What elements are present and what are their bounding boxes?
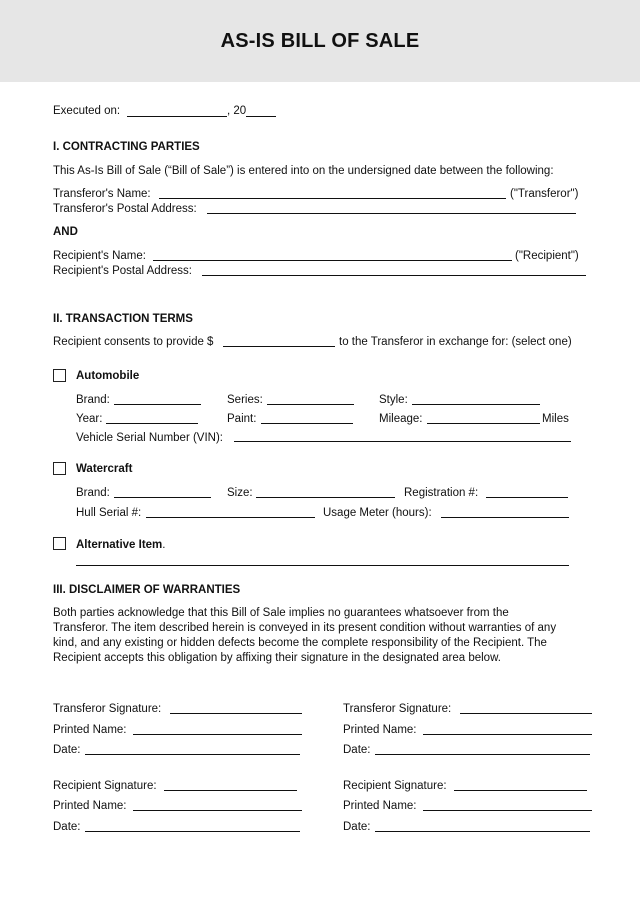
auto-year-line[interactable] xyxy=(106,423,198,424)
disclaimer-line-2: Transferor. The item described herein is conveyed in its present condition without warranties of any xyxy=(53,622,557,634)
right-transferor-date-line[interactable] xyxy=(375,754,590,755)
executed-year-prefix: , 20 xyxy=(227,105,247,117)
section3-heading: III. DISCLAIMER OF WARRANTIES xyxy=(53,584,241,596)
left-transferor-date-line[interactable] xyxy=(85,754,300,755)
right-recipient-signature-label: Recipient Signature: xyxy=(343,780,447,792)
transferor-tag: ("Transferor") xyxy=(510,188,579,200)
auto-miles-unit: Miles xyxy=(542,413,569,425)
recipient-address-label: Recipient's Postal Address: xyxy=(53,265,192,277)
auto-paint-line[interactable] xyxy=(261,423,353,424)
alternative-checkbox[interactable] xyxy=(53,537,66,550)
left-recipient-signature-label: Recipient Signature: xyxy=(53,780,157,792)
transferor-name-label: Transferor's Name: xyxy=(53,188,151,200)
left-recipient-printed-line[interactable] xyxy=(133,810,302,811)
auto-mileage-line[interactable] xyxy=(427,423,540,424)
auto-vin-line[interactable] xyxy=(234,441,571,442)
recipient-name-line[interactable] xyxy=(153,260,512,261)
disclaimer-line-4: Recipient accepts this obligation by affixing their signature in the designated area below. xyxy=(53,652,501,664)
disclaimer-line-1: Both parties acknowledge that this Bill of Sale implies no guarantees whatsoever from the xyxy=(53,607,509,619)
auto-style-line[interactable] xyxy=(412,404,540,405)
left-recipient-signature-line[interactable] xyxy=(164,790,297,791)
auto-vin-label: Vehicle Serial Number (VIN): xyxy=(76,432,223,444)
section1-heading: I. CONTRACTING PARTIES xyxy=(53,141,200,153)
transferor-address-line[interactable] xyxy=(207,213,576,214)
auto-year-label: Year: xyxy=(76,413,103,425)
and-label: AND xyxy=(53,226,78,238)
alternative-period: . xyxy=(162,539,166,551)
right-recipient-printed-line[interactable] xyxy=(423,810,592,811)
left-transferor-date-label: Date: xyxy=(53,744,81,756)
document-title: AS-IS BILL OF SALE xyxy=(220,29,420,52)
title-banner xyxy=(0,0,640,82)
recipient-name-label: Recipient's Name: xyxy=(53,250,146,262)
water-registration-line[interactable] xyxy=(486,497,568,498)
right-recipient-signature-line[interactable] xyxy=(454,790,587,791)
auto-series-line[interactable] xyxy=(267,404,354,405)
water-hull-line[interactable] xyxy=(146,517,315,518)
transferor-address-label: Transferor's Postal Address: xyxy=(53,203,197,215)
right-transferor-date-label: Date: xyxy=(343,744,371,756)
right-transferor-printed-label: Printed Name: xyxy=(343,724,417,736)
left-recipient-date-label: Date: xyxy=(53,821,81,833)
disclaimer-line-3: kind, and any existing or hidden defects become the complete responsibility of the Recipient. The xyxy=(53,637,547,649)
water-brand-label: Brand: xyxy=(76,487,110,499)
watercraft-checkbox[interactable] xyxy=(53,462,66,475)
transferor-name-line[interactable] xyxy=(159,198,506,199)
automobile-label: Automobile xyxy=(76,370,140,382)
section1-intro: This As-Is Bill of Sale (“Bill of Sale”) is entered into on the undersigned date between the following: xyxy=(53,165,554,177)
left-transferor-printed-label: Printed Name: xyxy=(53,724,127,736)
executed-date-line[interactable] xyxy=(127,116,227,117)
left-recipient-date-line[interactable] xyxy=(85,831,300,832)
water-registration-label: Registration #: xyxy=(404,487,479,499)
executed-year-line[interactable] xyxy=(246,116,276,117)
alternative-line[interactable] xyxy=(76,565,569,566)
water-brand-line[interactable] xyxy=(114,497,211,498)
section2-heading: II. TRANSACTION TERMS xyxy=(53,313,193,325)
right-recipient-date-line[interactable] xyxy=(375,831,590,832)
auto-series-label: Series: xyxy=(227,394,263,406)
water-size-line[interactable] xyxy=(256,497,395,498)
water-size-label: Size: xyxy=(227,487,253,499)
left-transferor-signature-label: Transferor Signature: xyxy=(53,703,162,715)
executed-on-label: Executed on: xyxy=(53,105,121,117)
consent-prefix: Recipient consents to provide $ xyxy=(53,336,214,348)
water-usage-label: Usage Meter (hours): xyxy=(323,507,432,519)
right-transferor-printed-line[interactable] xyxy=(423,734,592,735)
auto-style-label: Style: xyxy=(379,394,408,406)
recipient-tag: ("Recipient") xyxy=(515,250,579,262)
automobile-checkbox[interactable] xyxy=(53,369,66,382)
alternative-label: Alternative Item xyxy=(76,539,163,551)
right-transferor-signature-label: Transferor Signature: xyxy=(343,703,452,715)
alternative-text xyxy=(76,538,165,552)
amount-line[interactable] xyxy=(223,346,335,347)
right-transferor-signature-line[interactable] xyxy=(460,713,592,714)
right-recipient-printed-label: Printed Name: xyxy=(343,800,417,812)
right-recipient-date-label: Date: xyxy=(343,821,371,833)
left-transferor-signature-line[interactable] xyxy=(170,713,302,714)
auto-paint-label: Paint: xyxy=(227,413,257,425)
left-transferor-printed-line[interactable] xyxy=(133,734,302,735)
water-hull-label: Hull Serial #: xyxy=(76,507,142,519)
recipient-address-line[interactable] xyxy=(202,275,586,276)
watercraft-label: Watercraft xyxy=(76,463,133,475)
auto-brand-label: Brand: xyxy=(76,394,110,406)
auto-brand-line[interactable] xyxy=(114,404,201,405)
consent-suffix: to the Transferor in exchange for: (select one) xyxy=(339,336,572,348)
auto-mileage-label: Mileage: xyxy=(379,413,423,425)
water-usage-line[interactable] xyxy=(441,517,569,518)
left-recipient-printed-label: Printed Name: xyxy=(53,800,127,812)
